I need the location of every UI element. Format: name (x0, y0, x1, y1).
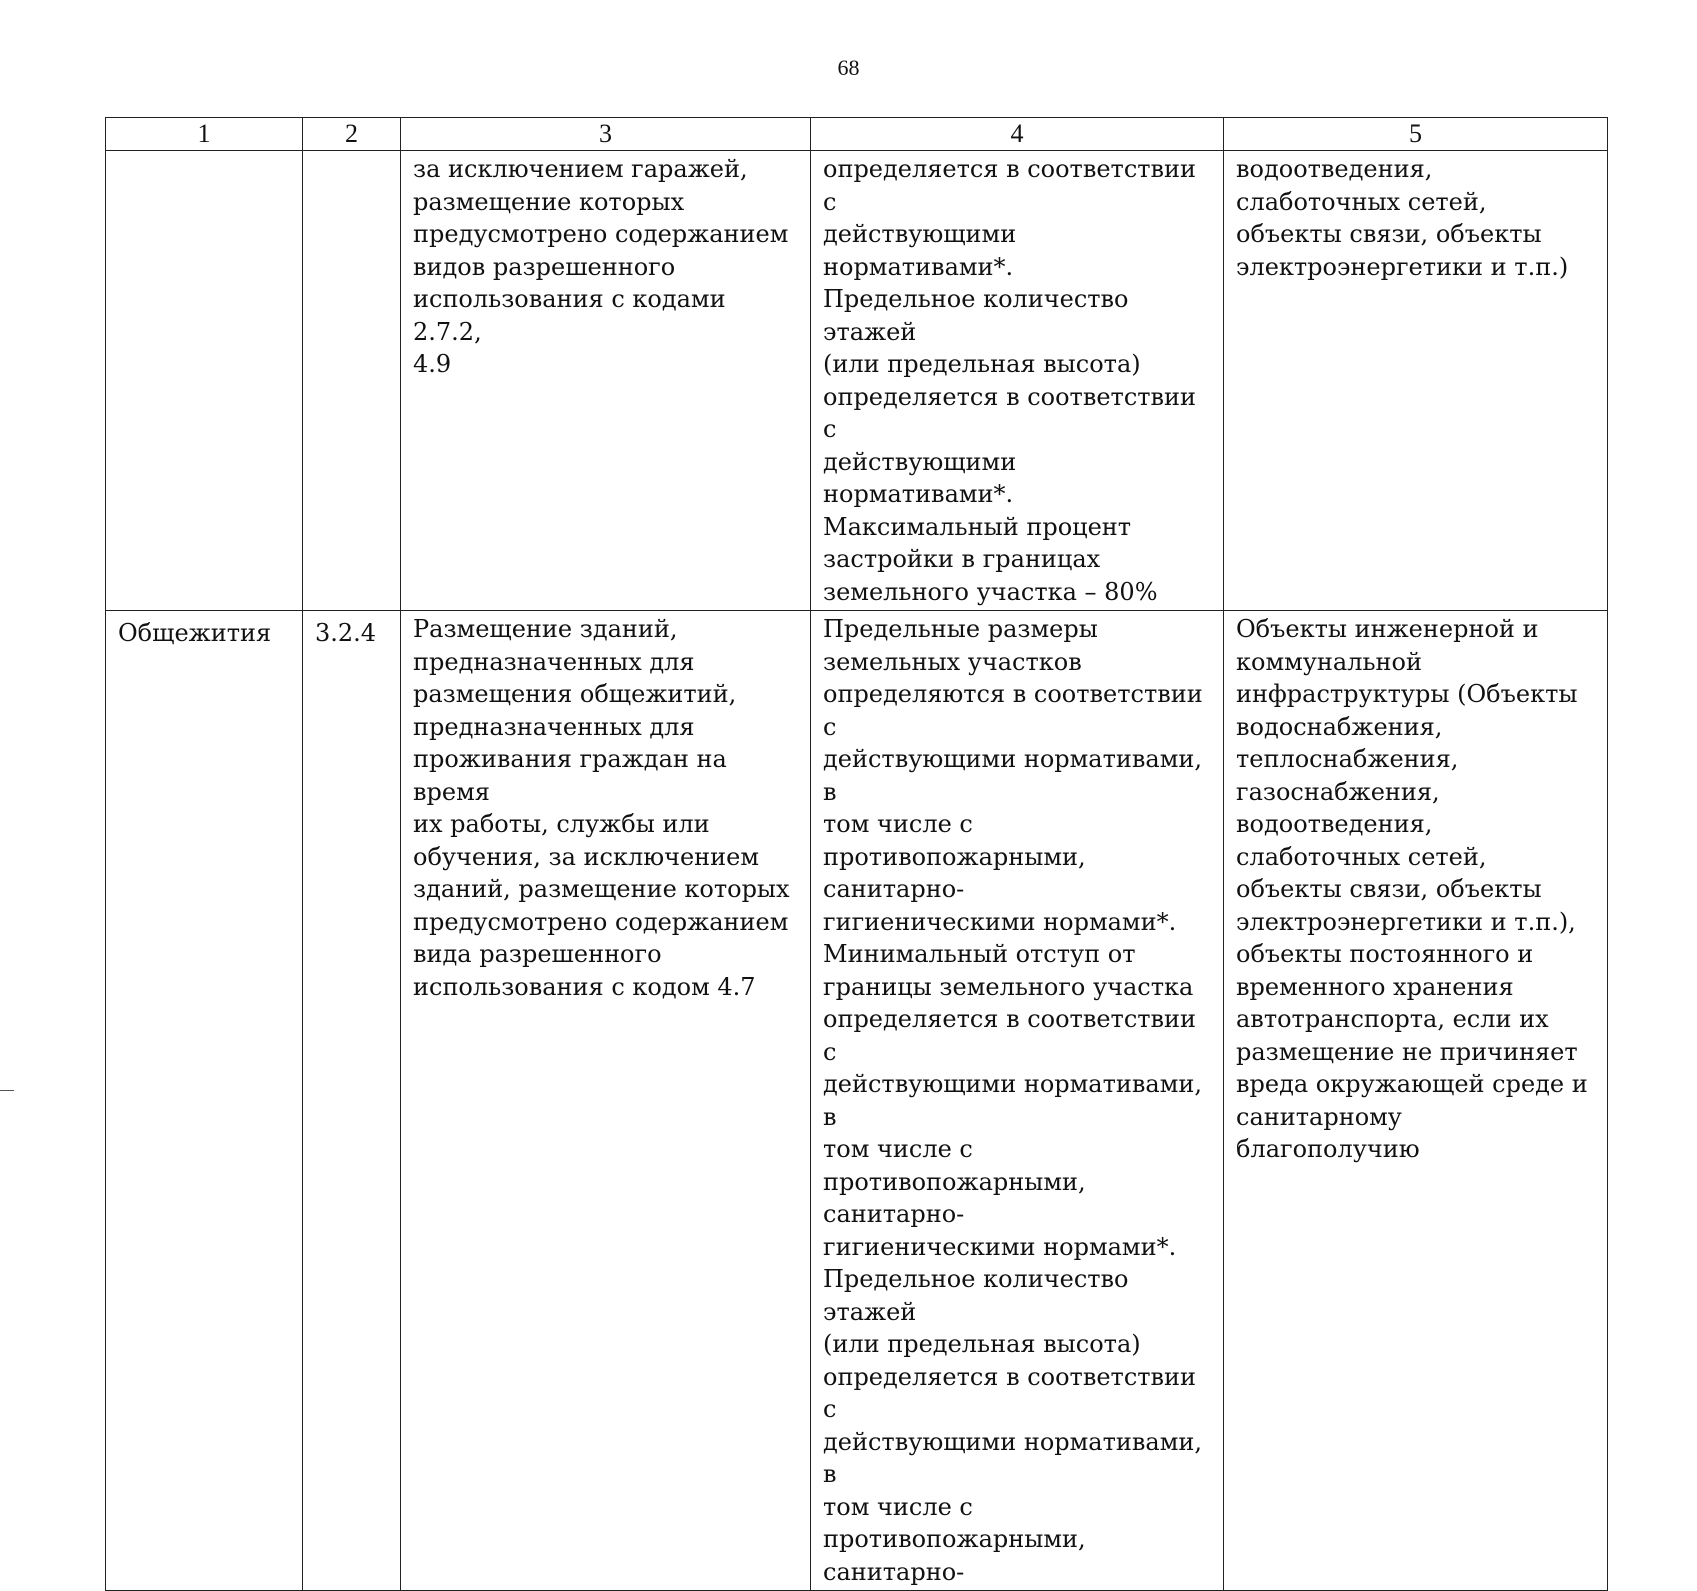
auxiliary-uses-text: Объекты инженерной и коммунальной инфраструктуры (Объекты водоснабжения, теплоснабжения, газоснабжения, водоотведения, слаботочных сетей, объекты связи, объекты электроэнергетики и т.п.), объекты постоянного и временного хранения автотранспорта, если их размещение не причиняет вреда окружающей среде и санитарному благополучию (1236, 615, 1588, 1163)
column-header-1: 1 (106, 118, 303, 151)
use-code-text: 3.2.4 (315, 619, 377, 647)
parameters-text: определяется в соответствии с действующими нормативами*. Предельное количество этажей (или предельная высота) определяется в соответствии с действующими нормативами*. Максимальный процент застройки в границах земельного участка – 80% (823, 155, 1197, 606)
parameters-cell (811, 611, 1224, 1591)
auxiliary-uses-cell (1224, 151, 1608, 611)
use-name-text: Общежития (118, 619, 272, 647)
auxiliary-uses-cell (1224, 611, 1608, 1591)
table-header-row (106, 118, 1608, 151)
table-row (106, 611, 1608, 1591)
description-cell (401, 611, 811, 1591)
page-number: 68 (837, 55, 860, 80)
table-row (106, 151, 1608, 611)
land-use-table (105, 117, 1608, 1591)
scan-edge-mark (0, 1090, 14, 1091)
column-header-5: 5 (1224, 118, 1608, 151)
use-name-cell (106, 611, 303, 1591)
column-header-4: 4 (811, 118, 1224, 151)
use-code-cell (303, 611, 401, 1591)
description-cell (401, 151, 811, 611)
description-text: за исключением гаражей, размещение которых предусмотрено содержанием видов разрешенного использования с кодами 2.7.2, 4.9 (413, 155, 789, 378)
description-text: Размещение зданий, предназначенных для размещения общежитий, предназначенных для проживания граждан на время их работы, службы или обучения, за исключением зданий, размещение которых предусмотрено содержанием вида разрешенного использования с кодом 4.7 (413, 615, 790, 1001)
use-code-cell (303, 151, 401, 611)
use-name-cell (106, 151, 303, 611)
column-header-2: 2 (303, 118, 401, 151)
auxiliary-uses-text: водоотведения, слаботочных сетей, объекты связи, объекты электроэнергетики и т.п.) (1236, 155, 1569, 281)
parameters-cell (811, 151, 1224, 611)
parameters-text: Предельные размеры земельных участков определяются в соответствии с действующими нормативами, в том числе с противопожарными, санитарно- гигиеническими нормами*. Минимальный отступ от границы земельного участка определяется в соответствии с действующими нормативами, в том числе с противопожарными, санитарно- гигиеническими нормами*. Предельное количество этажей (или предельная высота) определяется в соответствии с действующими нормативами, в том числе с противопожарными, санитарно- (823, 615, 1203, 1586)
column-header-3: 3 (401, 118, 811, 151)
